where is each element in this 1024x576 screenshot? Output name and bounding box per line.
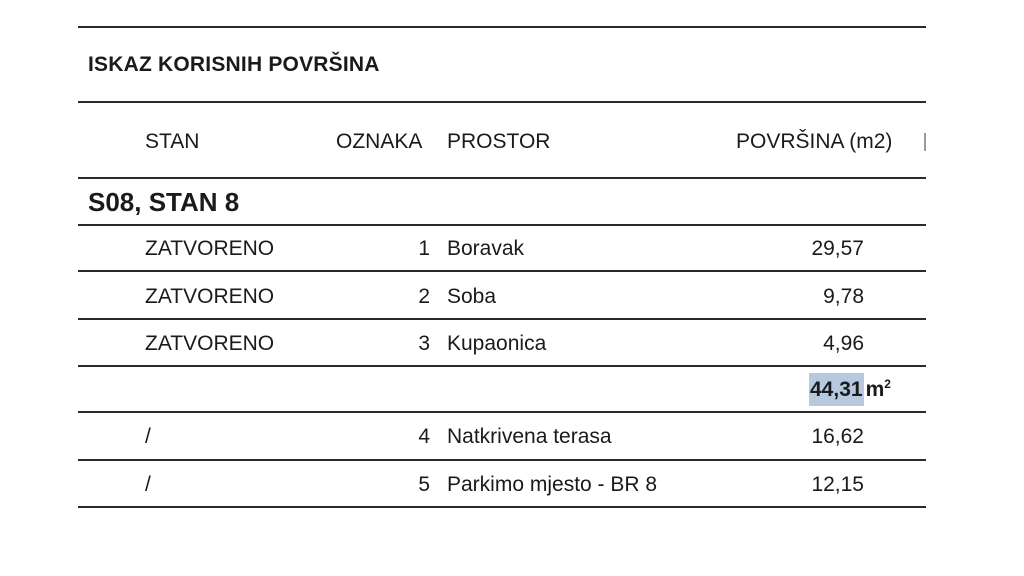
- row-1-rule: [78, 270, 926, 272]
- row-5-povrsina: 12,15: [811, 473, 864, 496]
- section-bottom-rule: [78, 224, 926, 226]
- row-2-prostor: Soba: [447, 285, 497, 308]
- row-4-stan: /: [145, 425, 151, 448]
- row-3-oznaka: 3: [418, 332, 430, 355]
- row-5-oznaka: 5: [418, 473, 430, 496]
- column-edge-mark: [924, 133, 926, 151]
- row-1-stan: ZATVORENO: [145, 237, 275, 260]
- total-area: [809, 371, 891, 407]
- row-2-rule: [78, 318, 926, 320]
- header-top-rule: [78, 101, 926, 103]
- header-oznaka: OZNAKA: [336, 130, 423, 153]
- row-2-stan: ZATVORENO: [145, 285, 275, 308]
- top-rule: [78, 26, 926, 28]
- total-rule: [78, 411, 926, 413]
- total-area-value[interactable]: 44,31: [809, 373, 864, 406]
- row-3-prostor: Kupaonica: [447, 332, 547, 355]
- header-povrsina: POVRŠINA (m2): [736, 130, 893, 153]
- row-5-prostor: Parkimo mjesto - BR 8: [447, 473, 658, 496]
- row-4-prostor: Natkrivena terasa: [447, 425, 612, 448]
- document-title: ISKAZ KORISNIH POVRŠINA: [88, 53, 380, 76]
- header-prostor: PROSTOR: [447, 130, 551, 153]
- row-1-prostor: Boravak: [447, 237, 525, 260]
- row-5-stan: /: [145, 473, 151, 496]
- row-3-stan: ZATVORENO: [145, 332, 275, 355]
- row-1-oznaka: 1: [418, 237, 430, 260]
- header-stan: STAN: [145, 130, 200, 153]
- header-bottom-rule: [78, 177, 926, 179]
- row-3-povrsina: 4,96: [823, 332, 864, 355]
- row-2-povrsina: 9,78: [823, 285, 864, 308]
- section-title: S08, STAN 8: [88, 187, 240, 217]
- row-2-oznaka: 2: [418, 285, 430, 308]
- row-4-rule: [78, 459, 926, 461]
- bottom-rule: [78, 506, 926, 508]
- row-1-povrsina: 29,57: [811, 237, 864, 260]
- row-4-oznaka: 4: [418, 425, 430, 448]
- total-area-unit: $m^2$: [865, 377, 891, 401]
- row-4-povrsina: 16,62: [811, 425, 864, 448]
- row-3-rule: [78, 365, 926, 367]
